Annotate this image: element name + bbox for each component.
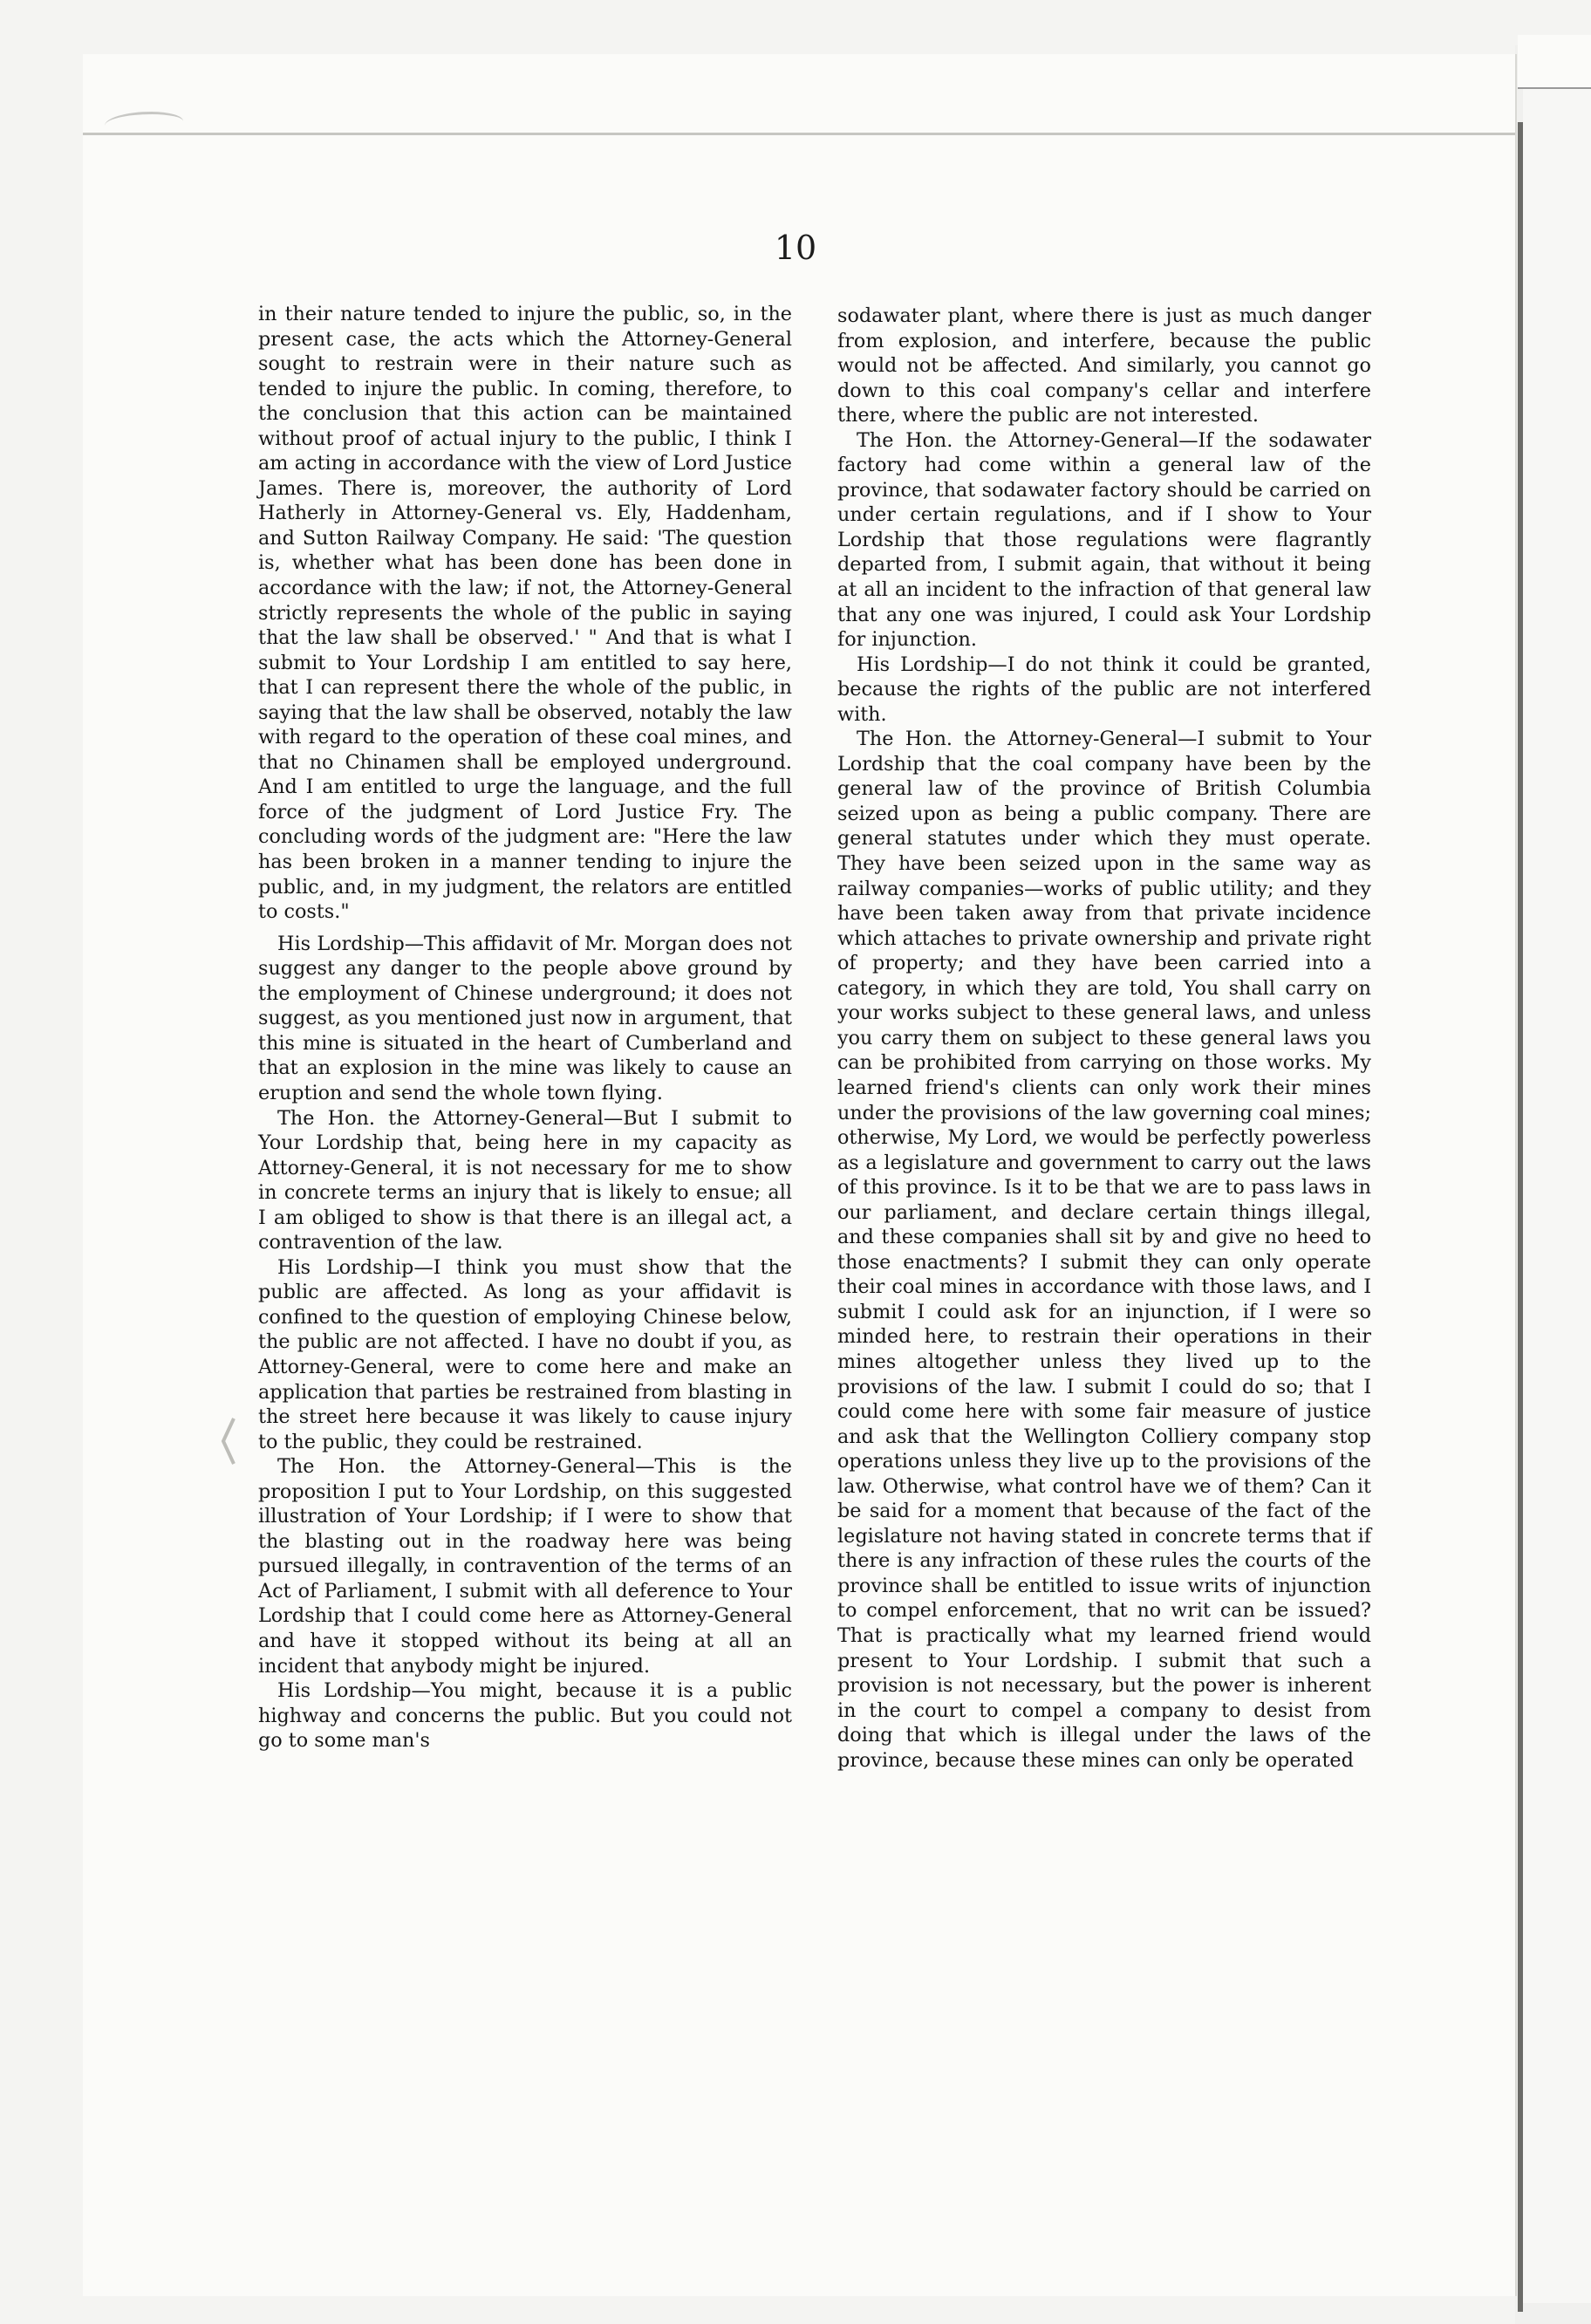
margin-chevron-mark [218, 1415, 237, 1467]
paragraph: His Lordship—I think you must show that the public are affected. As long as your affidavit is confined to the question of employing Chinese below, the public are not affected. I have no doubt if you, as Attorney-General, were to come here and make an application that parties be restrained from blasting in the street here because it was likely to cause injury to the public, they could be restrained. [258, 1255, 792, 1453]
paragraph: The Hon. the Attorney-General—If the sodawater factory had come within a general law of the province, that sodawater factory should be carried on under certain regulations, and if I show to Your Lordship that those regulations were flagrantly departed from, I submit again, that without it being at all an incident to the infraction of that general law that any one was injured, I could ask Your Lordship for injunction. [837, 428, 1371, 652]
paragraph: sodawater plant, where there is just as much danger from explosion, and interfere, because the public would not be affected. And similarly, you cannot go down to this coal company's cellar and interfere there, where the public are not interested. [837, 304, 1371, 427]
page-edge-line [1518, 122, 1523, 2312]
paragraph: in their nature tended to injure the public, so, in the present case, the acts which the Attorney-General sought to restrain were in their nature such as tended to injure the public. In coming, therefore, to the conclusion that this action can be maintained without proof of actual injury to the public, I think I am acting in accordance with the view of Lord Justice James. There is, moreover, the authority of Lord Hatherly in Attorney-General vs. Ely, Haddenham, and Sutton Railway Company. He said: 'The question is, whether what has been done has been done in accordance with the law; if not, the Attorney-General strictly represents the whole of the public in saying that the law shall be observed.' " And that is what I submit to Your Lordship I am entitled to say here, that I can represent there the whole of the public, in saying that the law shall be observed, notably the law with regard to the operation of these coal mines, and that no Chinamen shall be employed underground. And I am entitled to urge the language, and the full force of the judgment of Lord Justice Fry. The concluding words of the judgment are: "Here the law has been broken in a manner tending to injure the public, and, in my judgment, the relators are entitled to costs." [258, 303, 792, 924]
right-text-column [837, 304, 1371, 1773]
paragraph: His Lordship—I do not think it could be granted, because the rights of the public are not interfered with. [837, 653, 1371, 726]
paragraph: The Hon. the Attorney-General—I submit to Your Lordship that the coal company have been by the general law of the province of British Columbia seized upon as being a public company. There are general statutes under which they must operate. They have been seized upon in the same way as railway companies—works of public utility; and they have been taken away from that private incidence which attaches to private ownership and private right of property; and they have been carried into a category, in which they are told, You shall carry on your works subject to these general laws, and unless you carry them on subject to these general laws you can be prohibited from carrying on those works. My learned friend's clients can only work their mines under the provisions of the law governing coal mines; otherwise, My Lord, we would be perfectly powerless as a legislature and government to carry out the laws of this province. Is it to be that we are to pass laws in our parliament, and declare certain things illegal, and these companies shall sit by and give no heed to those enactments? I submit they can only operate their coal mines in accordance with those laws, and I submit I could ask for an injunction, if I were so minded here, to restrain their operations in their mines altogether unless they lived up to the provisions of the law. I submit I could do so; that I could come here with some fair measure of justice and ask that the Wellington Colliery company stop operations unless they live up to the provisions of the law. Otherwise, what control have we of them? Can it be said for a moment that because of the fact of the legislature not having stated in concrete terms that if there is any infraction of these rules the courts of the province shall be entitled to issue writs of injunction to compel enforcement, that no writ can be issued? That is practically what my learned friend would present to Your Lordship. I submit that such a provision is not necessary, but the power is inherent in the court to compel a company to desist from doing that which is illegal under the laws of the province, because these mines can only be operated [837, 728, 1371, 1772]
top-rule [83, 133, 1515, 135]
left-text-column [258, 302, 792, 1753]
paragraph: His Lordship—You might, because it is a public highway and concerns the public. But you could not go to some man's [258, 1679, 792, 1753]
paragraph: His Lordship—This affidavit of Mr. Morgan does not suggest any danger to the people above ground by the employment of Chinese underground; it does not suggest, as you mentioned just now in argument, that this mine is situated in the heart of Cumberland and that an explosion in the mine was likely to cause an eruption and send the whole town flying. [258, 932, 792, 1104]
paragraph: The Hon. the Attorney-General—This is the proposition I put to Your Lordship, on this suggested illustration of Your Lordship; if I were to show that the blasting out in the roadway here was being pursued illegally, in contravention of the terms of an Act of Parliament, I submit with all deference to Your Lordship that I could come here as Attorney-General and have it stopped without its being at all an incident that anybody might be injured. [258, 1455, 792, 1678]
adjacent-page-top [1518, 35, 1591, 89]
page-number: 10 [774, 229, 817, 267]
paragraph: The Hon. the Attorney-General—But I submit to Your Lordship that, being here in my capacity as Attorney-General, it is not necessary for me to show in concrete terms an injury that is likely to ensue; all I am obliged to show is that there is an illegal act, a contravention of the law. [258, 1106, 792, 1254]
adjacent-page [1523, 35, 1591, 2303]
